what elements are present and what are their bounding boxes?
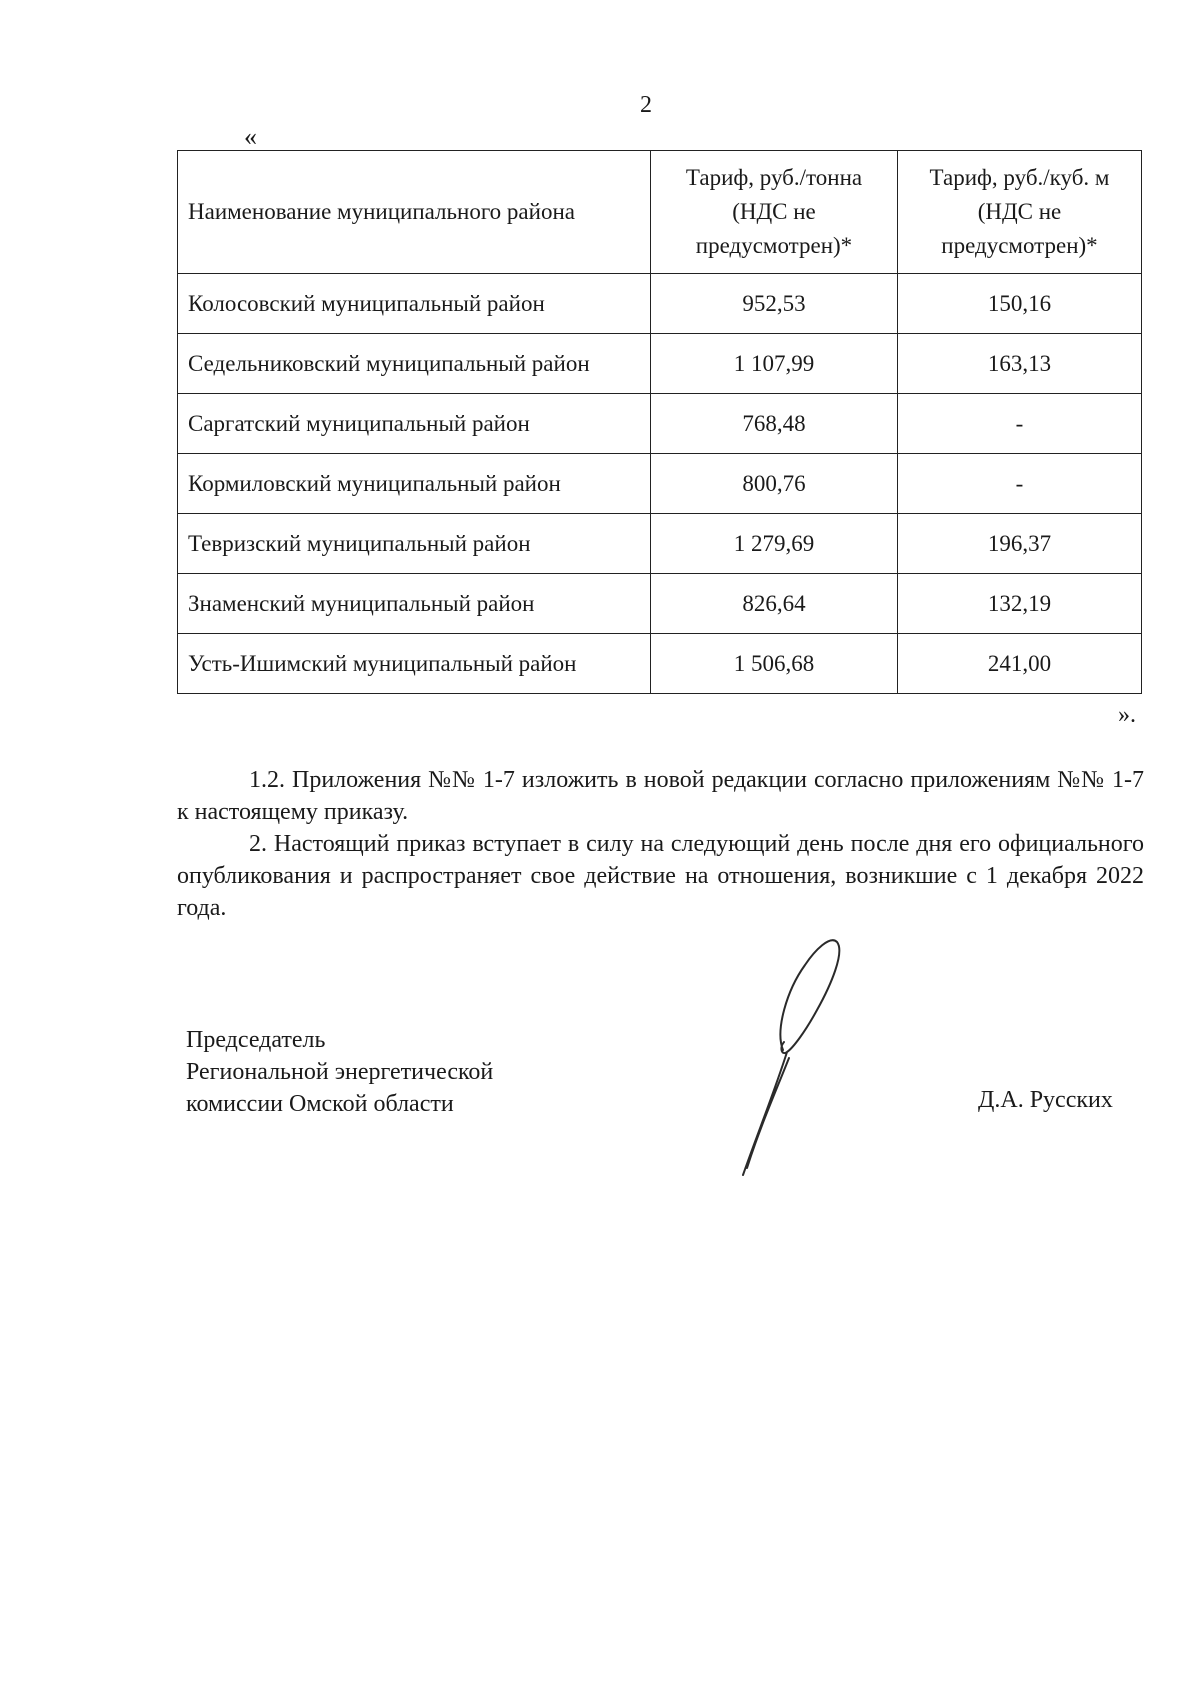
tariff-per-m3: 132,19 bbox=[898, 574, 1142, 634]
table-row bbox=[178, 274, 1142, 334]
paragraph-appendices: 1.2. Приложения №№ 1-7 изложить в новой редакции согласно приложениям №№ 1-7 к настоящему приказу. bbox=[177, 767, 1144, 825]
tariff-per-ton: 1 279,69 bbox=[651, 514, 898, 574]
signer-title-line: комиссии Омской области bbox=[186, 1091, 454, 1117]
header-tariff-m3: Тариф, руб./куб. м (НДС не предусмотрен)* bbox=[898, 151, 1142, 274]
header-tariff-ton: Тариф, руб./тонна (НДС не предусмотрен)* bbox=[651, 151, 898, 274]
district-name: Саргатский муниципальный район bbox=[178, 394, 651, 454]
tariff-table bbox=[177, 150, 1142, 694]
signer-title-line: Региональной энергетической bbox=[186, 1059, 494, 1085]
table-row bbox=[178, 634, 1142, 694]
opening-quote: « bbox=[244, 122, 257, 151]
closing-quote: ». bbox=[1118, 702, 1136, 728]
district-name: Седельниковский муниципальный район bbox=[178, 334, 651, 394]
tariff-per-ton: 768,48 bbox=[651, 394, 898, 454]
district-name: Тевризский муниципальный район bbox=[178, 514, 651, 574]
tariff-per-ton: 952,53 bbox=[651, 274, 898, 334]
district-name: Кормиловский муниципальный район bbox=[178, 454, 651, 514]
tariff-per-ton: 800,76 bbox=[651, 454, 898, 514]
table-row bbox=[178, 454, 1142, 514]
table-row bbox=[178, 394, 1142, 454]
header-district: Наименование муниципального района bbox=[178, 151, 651, 274]
tariff-per-ton: 826,64 bbox=[651, 574, 898, 634]
table-row bbox=[178, 334, 1142, 394]
table-row bbox=[178, 514, 1142, 574]
page-number: 2 bbox=[640, 92, 652, 118]
tariff-per-m3: - bbox=[898, 454, 1142, 514]
tariff-per-ton: 1 506,68 bbox=[651, 634, 898, 694]
signer-name: Д.А. Русских bbox=[978, 1087, 1113, 1113]
district-name: Колосовский муниципальный район bbox=[178, 274, 651, 334]
tariff-per-m3: 163,13 bbox=[898, 334, 1142, 394]
tariff-per-m3: 241,00 bbox=[898, 634, 1142, 694]
table-header-row bbox=[178, 151, 1142, 274]
handwritten-signature bbox=[735, 930, 855, 1180]
signer-title bbox=[186, 1024, 493, 1120]
district-name: Знаменский муниципальный район bbox=[178, 574, 651, 634]
tariff-per-ton: 1 107,99 bbox=[651, 334, 898, 394]
signer-title-line: Председатель bbox=[186, 1027, 326, 1053]
table-row bbox=[178, 574, 1142, 634]
tariff-per-m3: 150,16 bbox=[898, 274, 1142, 334]
district-name: Усть-Ишимский муниципальный район bbox=[178, 634, 651, 694]
paragraph-effective-date: 2. Настоящий приказ вступает в силу на следующий день после дня его официального опубликования и распространяет свое действие на отношения, возникшие с 1 декабря 2022 года. bbox=[177, 831, 1144, 921]
tariff-per-m3: 196,37 bbox=[898, 514, 1142, 574]
tariff-per-m3: - bbox=[898, 394, 1142, 454]
